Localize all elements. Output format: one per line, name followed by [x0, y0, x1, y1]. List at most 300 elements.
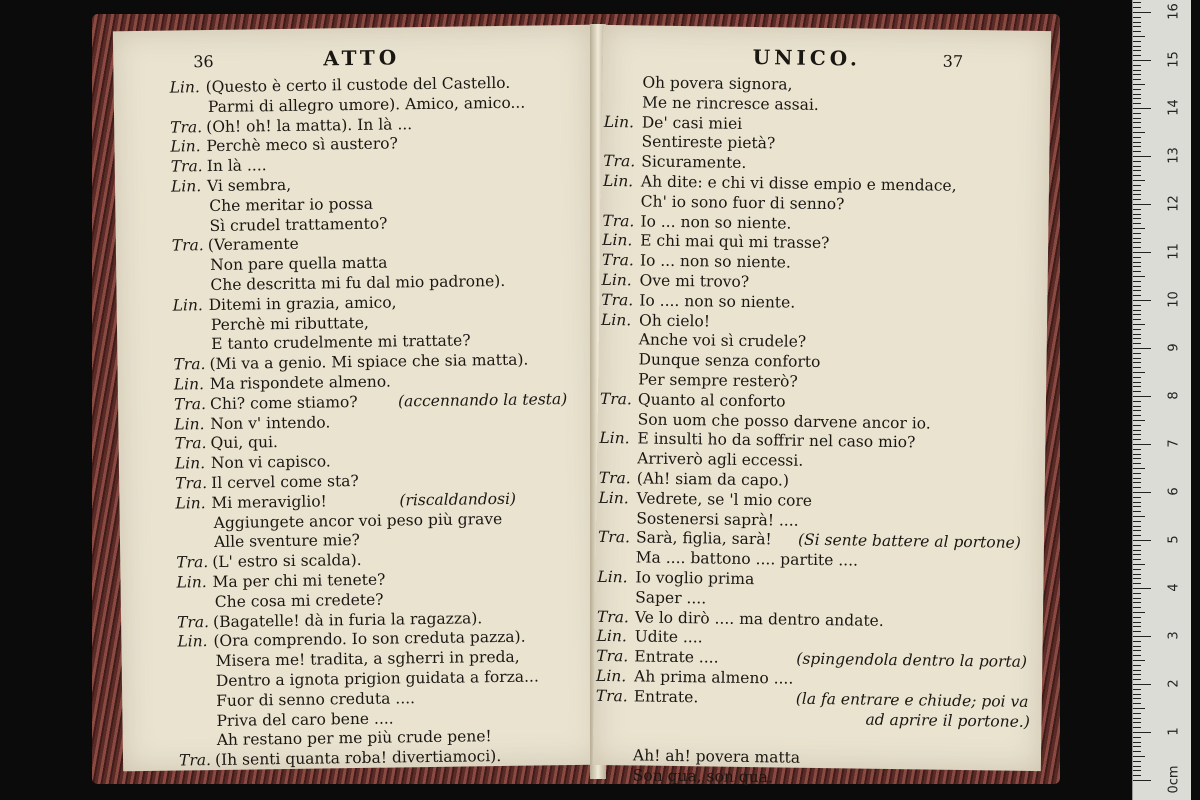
right-page-header: UNICO. — [752, 45, 862, 71]
dialogue-text: Mi meraviglio! — [211, 492, 327, 512]
speaker-label: Tra. — [174, 434, 207, 453]
speaker-label: Lin. — [602, 231, 633, 250]
speaker-label: Tra. — [175, 474, 208, 493]
speaker-label: Tra. — [170, 117, 203, 137]
ruler-tick — [1133, 636, 1151, 637]
stage-direction: (riscaldandosi) — [399, 489, 517, 510]
dialogue-text: (Oh! oh! la matta). In là ... — [206, 114, 413, 136]
dialogue-text: Sì crudel trattamento? — [209, 214, 388, 235]
ruler-tick — [1133, 607, 1141, 608]
ruler-label: 6 — [1166, 487, 1182, 496]
ruler-tick — [1133, 209, 1141, 210]
ruler-tick — [1133, 650, 1141, 651]
ruler-tick — [1133, 324, 1145, 325]
ruler-tick — [1133, 41, 1141, 42]
ruler-tick — [1133, 151, 1141, 152]
dialogue-text: Son uom che posso darvene ancor io. — [637, 409, 931, 433]
ruler-tick — [1133, 708, 1145, 709]
speaker-label: Tra. — [596, 607, 629, 626]
ruler-tick — [1133, 564, 1145, 565]
ruler-tick — [1133, 31, 1141, 32]
speaker-label: Lin. — [597, 567, 628, 587]
dialogue-text: Non vi capisco. — [210, 452, 331, 473]
ruler-tick — [1133, 526, 1141, 527]
dialogue-text: Parmi di allegro umore). Amico, amico... — [207, 93, 526, 116]
ruler-tick — [1133, 770, 1141, 771]
speaker-label: Lin. — [595, 666, 627, 686]
ruler-tick — [1133, 353, 1141, 354]
left-page-header: ATTO — [323, 45, 401, 71]
stage-direction: (Si sente battere al portone) — [797, 531, 1021, 553]
ruler-tick — [1133, 338, 1141, 339]
ruler-tick — [1133, 391, 1141, 392]
speaker-label: Tra. — [599, 389, 633, 409]
dialogue-text: Alle sventure mie? — [213, 531, 361, 552]
ruler-tick — [1133, 646, 1141, 647]
speaker-label: Tra. — [602, 211, 635, 230]
ruler-tick — [1133, 521, 1141, 522]
dialogue-text: Io voglio prima — [635, 568, 755, 588]
dialogue-text: (Veramente — [207, 235, 299, 255]
ruler-tick — [1133, 386, 1141, 387]
ruler-tick — [1133, 233, 1141, 234]
dialogue-text: Ditemi in grazia, amico, — [208, 293, 397, 314]
ruler-tick — [1133, 689, 1141, 690]
dialogue-text: Per sempre resterò? — [638, 370, 798, 391]
ruler-tick — [1133, 425, 1141, 426]
dialogue-text: (Ih senti quanta roba! divertiamoci). — [214, 747, 502, 770]
ruler-tick — [1133, 214, 1141, 215]
ruler-tick — [1133, 103, 1141, 104]
dialogue-text: Ah restano per me più crude pene! — [216, 727, 492, 750]
ruler-tick — [1133, 166, 1141, 167]
ruler-label: 13 — [1166, 147, 1182, 164]
speaker-label: Lin. — [601, 270, 632, 290]
speaker-label: Tra. — [176, 553, 209, 572]
ruler-label: 4 — [1166, 583, 1182, 592]
speaker-label: Lin. — [170, 137, 201, 156]
ruler-tick — [1133, 55, 1141, 56]
ruler-tick — [1133, 679, 1141, 680]
dialogue-text: Quanto al conforto — [637, 390, 786, 411]
ruler-tick — [1133, 372, 1145, 373]
dialogue-text: (Mi va a genio. Mi spiace che sia matta). — [209, 350, 529, 374]
ruler-tick — [1133, 468, 1145, 469]
ruler-tick — [1133, 722, 1141, 723]
speaker-label: Lin. — [174, 414, 205, 434]
ruler-label: 11 — [1166, 243, 1182, 260]
ruler-tick — [1133, 766, 1141, 767]
ruler-tick — [1133, 444, 1151, 445]
speaker-label: Tra. — [596, 646, 629, 666]
ruler-tick — [1133, 641, 1141, 642]
speaker-label: Tra. — [171, 236, 204, 255]
dialogue-text: Sostenersi saprà! .... — [636, 508, 799, 530]
dialogue-text: Ma per chi mi tenete? — [212, 570, 386, 591]
ruler-tick — [1133, 530, 1141, 531]
ruler-tick — [1133, 223, 1141, 224]
ruler-tick — [1133, 588, 1151, 589]
ruler-tick — [1133, 290, 1141, 291]
ruler-tick — [1133, 175, 1141, 176]
ruler-tick — [1133, 583, 1141, 584]
ruler-tick — [1133, 737, 1141, 738]
ruler-tick — [1133, 98, 1141, 99]
dialogue-text: In là .... — [206, 156, 267, 176]
dialogue-text: Son qua, son qua. — [632, 766, 773, 787]
dialogue-text: E tanto crudelmente mi trattate? — [211, 331, 471, 354]
stage-direction: (la fa entrare e chiude; poi va — [795, 689, 1029, 711]
ruler-tick — [1133, 94, 1141, 95]
ruler-tick — [1133, 756, 1145, 757]
ruler-tick — [1133, 554, 1141, 555]
ruler-label: 10 — [1166, 291, 1182, 308]
ruler-tick — [1133, 305, 1141, 306]
ruler-tick — [1133, 617, 1141, 618]
ruler-tick — [1133, 454, 1141, 455]
dialogue-text: Io ... non so niente. — [640, 212, 792, 233]
ruler-tick — [1133, 343, 1141, 344]
dialogue-text: Ah prima almeno .... — [633, 667, 794, 688]
ruler-tick — [1133, 482, 1141, 483]
ruler-tick — [1133, 473, 1141, 474]
left-page-number: 36 — [193, 51, 214, 72]
ruler-tick — [1133, 262, 1141, 263]
speaker-label: Tra. — [178, 751, 212, 770]
speaker-label: Lin. — [174, 454, 206, 473]
dialogue-text: E insulti ho da soffrir nel caso mio? — [637, 429, 916, 452]
ruler-tick — [1133, 410, 1141, 411]
ruler-tick — [1133, 713, 1141, 714]
ruler-tick — [1133, 377, 1141, 378]
speaker-label: Lin. — [170, 177, 202, 196]
ruler-tick — [1133, 70, 1141, 71]
stage-direction: (accennando la testa) — [397, 389, 568, 411]
dialogue-text: Arriverò agli eccessi. — [637, 449, 804, 470]
ruler-tick — [1133, 487, 1141, 488]
ruler-tick — [1133, 439, 1141, 440]
dialogue-text: Vi sembra, — [206, 175, 292, 196]
ruler-tick — [1133, 516, 1145, 517]
ruler-tick — [1133, 655, 1141, 656]
ruler-tick — [1133, 127, 1141, 128]
ruler-tick — [1133, 84, 1145, 85]
dialogue-text: Qui, qui. — [210, 433, 279, 453]
dialogue-text: (L' estro si scalda). — [212, 551, 362, 572]
ruler-tick — [1133, 684, 1151, 685]
speaker-label: Lin. — [600, 310, 632, 329]
ruler-label: 2 — [1166, 679, 1182, 688]
ruler-tick — [1133, 286, 1141, 287]
dialogue-text: Vedrete, se 'l mio core — [636, 489, 813, 510]
ruler-tick — [1133, 358, 1141, 359]
dialogue-text: (Ah! siam da capo.) — [636, 469, 790, 490]
dialogue-text: E chi mai quì mi trasse? — [640, 231, 830, 253]
measuring-ruler — [1132, 0, 1191, 800]
ruler-label: 5 — [1166, 535, 1182, 544]
ruler-tick — [1133, 50, 1141, 51]
speaker-label: Tra. — [603, 152, 636, 171]
ruler-tick — [1133, 732, 1151, 733]
speaker-label: Tra. — [595, 686, 628, 706]
ruler-tick — [1133, 492, 1151, 493]
dialogue-text: Sentireste pietà? — [641, 132, 776, 153]
ruler-tick — [1133, 22, 1141, 23]
ruler-tick — [1133, 122, 1141, 123]
dialogue-text: Chi? come stiamo? — [209, 392, 358, 413]
ruler-tick — [1133, 137, 1141, 138]
dialogue-text: Oh povera signora, — [642, 73, 793, 94]
ruler-label: 15 — [1166, 51, 1182, 68]
ruler-tick — [1133, 569, 1141, 570]
ruler-label: 14 — [1166, 99, 1182, 116]
dialogue-text: Io ... non so niente. — [639, 251, 791, 272]
ruler-tick — [1133, 497, 1141, 498]
ruler-tick — [1133, 79, 1141, 80]
dialogue-text: Ma .... battono .... partite .... — [635, 548, 859, 570]
ruler-tick — [1133, 12, 1151, 13]
ruler-tick — [1133, 334, 1141, 335]
ruler-tick — [1133, 540, 1151, 541]
speaker-label: Lin. — [175, 493, 206, 513]
speaker-label: Tra. — [170, 157, 203, 176]
ruler-label: 16 — [1166, 3, 1182, 20]
ruler-tick — [1133, 367, 1141, 368]
ruler-tick — [1133, 674, 1141, 675]
ruler-tick — [1133, 281, 1141, 282]
ruler-tick — [1133, 598, 1141, 599]
ruler-tick — [1133, 449, 1141, 450]
speaker-label: Lin. — [598, 488, 629, 508]
ruler-tick — [1133, 146, 1141, 147]
speaker-label: Tra. — [597, 528, 631, 547]
ruler-tick — [1133, 742, 1141, 743]
speaker-label: Tra. — [173, 355, 206, 374]
ruler-tick — [1133, 156, 1151, 157]
ruler-tick — [1133, 194, 1141, 195]
ruler-tick — [1133, 463, 1141, 464]
ruler-tick — [1133, 703, 1141, 704]
dialogue-text: Che descritta mi fu dal mio padrone). — [210, 271, 506, 295]
ruler-tick — [1133, 17, 1141, 18]
ruler-tick — [1133, 271, 1141, 272]
ruler-tick — [1133, 60, 1151, 61]
dialogue-text: Ah dite: e chi vi disse empio e mendace, — [640, 172, 957, 195]
ruler-label: 1 — [1166, 727, 1182, 736]
speaker-label: Lin. — [602, 171, 634, 191]
ruler-label: 12 — [1166, 195, 1182, 212]
ruler-tick — [1133, 204, 1151, 205]
ruler-tick — [1133, 612, 1145, 613]
ruler-tick — [1133, 132, 1145, 133]
speaker-label: Lin. — [176, 573, 207, 592]
ruler-tick — [1133, 694, 1141, 695]
ruler-tick — [1133, 199, 1141, 200]
speaker-label: Tra. — [176, 612, 210, 632]
ruler-tick — [1133, 550, 1141, 551]
ruler-tick — [1133, 574, 1141, 575]
ruler-tick — [1133, 170, 1141, 171]
dialogue-text: (Bagatelle! dà in furia la ragazza). — [212, 608, 483, 631]
dialogue-text: Ah! ah! povera matta — [632, 746, 801, 767]
ruler-tick — [1133, 406, 1141, 407]
ruler-tick — [1133, 727, 1141, 728]
ruler-tick — [1133, 74, 1141, 75]
ruler-tick — [1133, 593, 1141, 594]
dialogue-text: Non v' intendo. — [210, 412, 331, 433]
dialogue-text: De' casi miei — [641, 113, 743, 133]
right-page — [593, 25, 1051, 787]
dialogue-text: Oh cielo! — [638, 311, 711, 330]
dialogue-text: Me ne rincresce assai. — [641, 93, 819, 114]
ruler-tick — [1133, 266, 1141, 267]
dialogue-text: Perchè meco sì austero? — [206, 134, 398, 156]
stage-direction: ad aprire il portone.) — [865, 710, 1030, 731]
ruler-tick — [1133, 300, 1151, 301]
dialogue-text: Che meritar io possa — [209, 194, 374, 215]
dialogue-text: Che cosa mi credete? — [214, 590, 384, 611]
ruler-tick — [1133, 420, 1145, 421]
ruler-tick — [1133, 190, 1141, 191]
dialogue-text: Entrate .... — [634, 647, 719, 667]
ruler-label: 7 — [1166, 439, 1182, 448]
ruler-tick — [1133, 2, 1141, 3]
ruler-tick — [1133, 746, 1141, 747]
ruler-tick — [1133, 329, 1141, 330]
ruler-label: 9 — [1166, 343, 1182, 352]
ruler-tick — [1133, 185, 1141, 186]
speaker-label: Lin. — [173, 375, 205, 394]
ruler-tick — [1133, 761, 1141, 762]
ruler-tick — [1133, 559, 1141, 560]
ruler-tick — [1133, 502, 1141, 503]
ruler-tick — [1133, 257, 1141, 258]
ruler-tick — [1133, 535, 1141, 536]
speaker-label: Lin. — [603, 112, 635, 131]
dialogue-text: Misera me! tradita, a sgherri in preda, — [215, 647, 520, 671]
ruler-tick — [1133, 718, 1141, 719]
ruler-tick — [1133, 247, 1141, 248]
ruler-tick — [1133, 89, 1141, 90]
ruler-tick — [1133, 396, 1151, 397]
ruler-tick — [1133, 631, 1141, 632]
ruler-tick — [1133, 161, 1141, 162]
ruler-tick — [1133, 142, 1141, 143]
ruler-tick — [1133, 698, 1141, 699]
ruler-tick — [1133, 775, 1141, 776]
dialogue-text: Ch' io sono fuor di senno? — [640, 192, 845, 214]
ruler-tick — [1133, 238, 1141, 239]
speaker-label: Lin. — [596, 627, 627, 646]
ruler-tick — [1133, 218, 1141, 219]
dialogue-text: Dentro a ignota prigion guidata a forza... — [215, 667, 539, 690]
ruler-tick — [1133, 46, 1141, 47]
right-page-number: 37 — [942, 51, 964, 71]
ruler-tick — [1133, 314, 1141, 315]
ruler-tick — [1133, 113, 1141, 114]
ruler-tick — [1133, 780, 1151, 781]
ruler-tick — [1133, 602, 1141, 603]
ruler-tick — [1133, 382, 1141, 383]
dialogue-text: Aggiungete ancor voi peso più grave — [213, 509, 503, 532]
dialogue-text: Anche voi sì crudele? — [638, 330, 807, 352]
ruler-tick — [1133, 319, 1141, 320]
ruler-tick — [1133, 751, 1141, 752]
right-page-text — [595, 73, 1051, 792]
dialogue-text: Fuor di senno creduta .... — [216, 688, 416, 710]
ruler-tick — [1133, 252, 1151, 253]
dialogue-text: Dunque senza conforto — [638, 350, 821, 372]
dialogue-text: Sicuramente. — [641, 152, 747, 173]
dialogue-text: (Questo è certo il custode del Castello. — [205, 73, 511, 97]
dialogue-text: Entrate. — [633, 687, 699, 707]
speaker-label: Lin. — [169, 78, 200, 97]
ruler-tick — [1133, 401, 1141, 402]
ruler-tick — [1133, 36, 1145, 37]
ruler-label: 8 — [1166, 391, 1182, 400]
ruler-tick — [1133, 478, 1141, 479]
dialogue-text: Ma rispondete almeno. — [209, 372, 391, 394]
ruler-tick — [1133, 578, 1141, 579]
ruler-tick — [1133, 626, 1141, 627]
speaker-label: Lin. — [172, 295, 203, 315]
ruler-tick — [1133, 434, 1141, 435]
dialogue-text: Ve lo dirò .... ma dentro andate. — [634, 607, 884, 630]
dialogue-text: Perchè mi ributtate, — [210, 313, 370, 334]
ruler-tick — [1133, 118, 1141, 119]
ruler-tick — [1133, 511, 1141, 512]
dialogue-text: Saper .... — [635, 588, 707, 608]
ruler-tick — [1133, 622, 1141, 623]
left-page — [113, 25, 601, 772]
speaker-label: Tra. — [173, 394, 207, 414]
ruler-tick — [1133, 458, 1141, 459]
ruler-tick — [1133, 660, 1145, 661]
ruler-tick — [1133, 415, 1141, 416]
ruler-tick — [1133, 295, 1141, 296]
ruler-tick — [1133, 348, 1151, 349]
ruler-tick — [1133, 506, 1141, 507]
dialogue-text: Ove mi trovo? — [639, 271, 750, 291]
ruler-label: 0cm — [1166, 765, 1182, 794]
ruler-tick — [1133, 430, 1141, 431]
speaker-label: Lin. — [599, 429, 630, 448]
speaker-label: Tra. — [598, 468, 631, 488]
ruler-tick — [1133, 242, 1141, 243]
dialogue-text: (Ora comprendo. Io son creduta pazza). — [213, 627, 526, 651]
ruler-tick — [1133, 670, 1141, 671]
dialogue-text: Priva del caro bene .... — [216, 709, 394, 730]
ruler-tick — [1133, 7, 1141, 8]
dialogue-text: Sarà, figlia, sarà! — [635, 528, 772, 549]
dialogue-text: Io .... non so niente. — [639, 291, 796, 312]
ruler-tick — [1133, 65, 1141, 66]
ruler-tick — [1133, 665, 1141, 666]
stage-direction: (spingendola dentro la porta) — [796, 649, 1028, 671]
ruler-tick — [1133, 180, 1145, 181]
ruler-tick — [1133, 545, 1141, 546]
dialogue-text: Udite .... — [634, 627, 703, 647]
speaker-label: Tra. — [601, 251, 634, 270]
ruler-label: 3 — [1166, 631, 1182, 640]
ruler-tick — [1133, 310, 1141, 311]
dialogue-text: Non pare quella matta — [210, 253, 388, 275]
ruler-tick — [1133, 276, 1145, 277]
ruler-tick — [1133, 362, 1141, 363]
ruler-tick — [1133, 26, 1141, 27]
ruler-tick — [1133, 228, 1145, 229]
speaker-label: Tra. — [601, 290, 634, 310]
